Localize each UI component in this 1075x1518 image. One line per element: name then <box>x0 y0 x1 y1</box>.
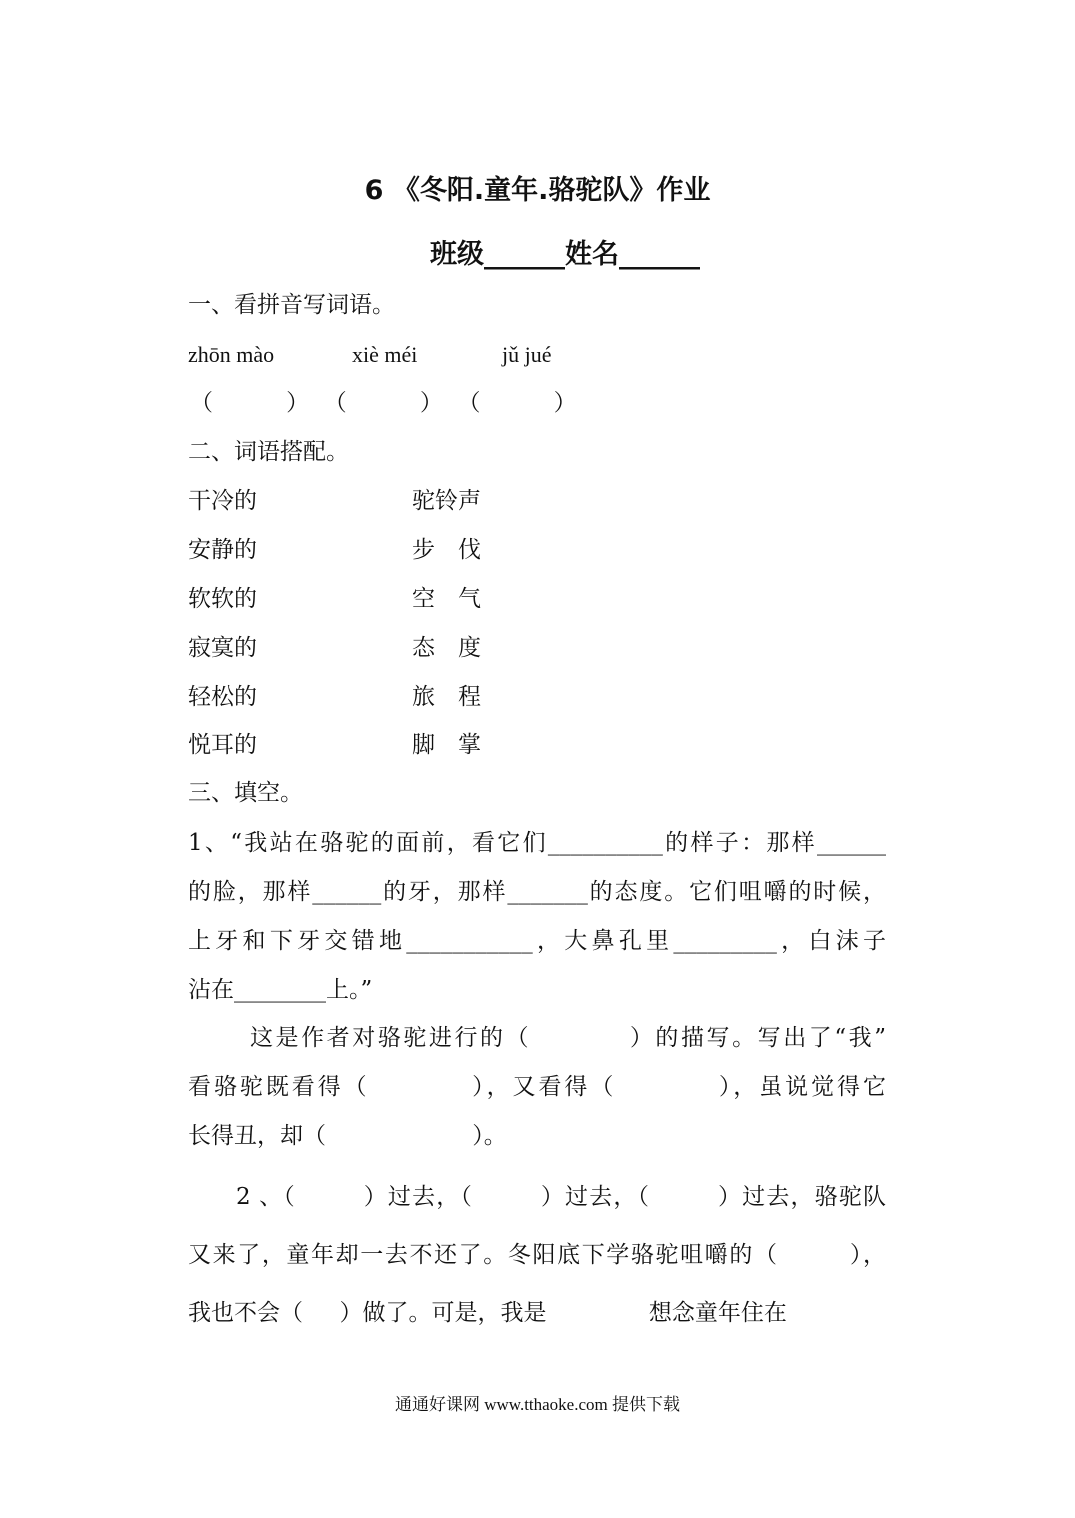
q2-line: 我也不会（ ）做了。可是，我是 想念童年住在 <box>188 1300 787 1326</box>
q1-line: 上牙和下牙交错地___________，大鼻孔里_________，白沫子 <box>188 928 886 954</box>
q2-line: 又来了，童年却一去不还了。冬阳底下学骆驼咀嚼的（ ）， <box>188 1242 886 1268</box>
match-right-item: 驼铃声 <box>412 488 481 514</box>
match-left-item: 干冷的 <box>188 488 257 514</box>
pinyin-2: xiè méi <box>352 342 418 367</box>
match-left-item: 寂寞的 <box>188 635 257 661</box>
match-left-item: 轻松的 <box>188 684 257 710</box>
q1-line: 沾在________上。” <box>188 977 373 1003</box>
match-left-item: 悦耳的 <box>188 732 257 758</box>
match-right-item: 空 气 <box>412 586 481 612</box>
q1-line: 的脸，那样______的牙，那样_______的态度。它们咀嚼的时候， <box>188 879 886 905</box>
q1-follow-line: 看骆驼既看得（ ），又看得（ ），虽说觉得它 <box>188 1074 886 1100</box>
match-right-item: 步 伐 <box>412 537 481 563</box>
pinyin-3: jǔ jué <box>502 342 552 367</box>
section3-heading: 三、填空。 <box>188 780 303 806</box>
footer-credit: 通通好课网 www.tthaoke.com 提供下载 <box>394 1395 681 1414</box>
q1-line: 1、“我站在骆驼的面前，看它们__________的样子：那样______ <box>188 830 886 856</box>
section1-heading: 一、看拼音写词语。 <box>188 292 395 318</box>
answer-brackets: （ ） （ ） （ ） <box>190 390 577 416</box>
q1-follow-line: 这是作者对骆驼进行的（ ）的描写。写出了“我” <box>250 1025 886 1051</box>
match-right-item: 旅 程 <box>412 684 481 710</box>
class-name-line: 班级______姓名______ <box>430 239 700 270</box>
page-title: 6 《冬阳.童年.骆驼队》作业 <box>364 175 711 206</box>
match-right-item: 态 度 <box>412 635 481 661</box>
pinyin-1: zhōn mào <box>188 342 275 367</box>
q1-follow-line: 长得丑，却（ ）。 <box>188 1123 507 1149</box>
match-left-item: 安静的 <box>188 537 257 563</box>
match-left-item: 软软的 <box>188 586 257 612</box>
match-right-item: 脚 掌 <box>412 732 481 758</box>
section2-heading: 二、词语搭配。 <box>188 439 349 465</box>
q2-line: 2 、（ ）过去，（ ）过去，（ ）过去，骆驼队 <box>236 1184 886 1210</box>
